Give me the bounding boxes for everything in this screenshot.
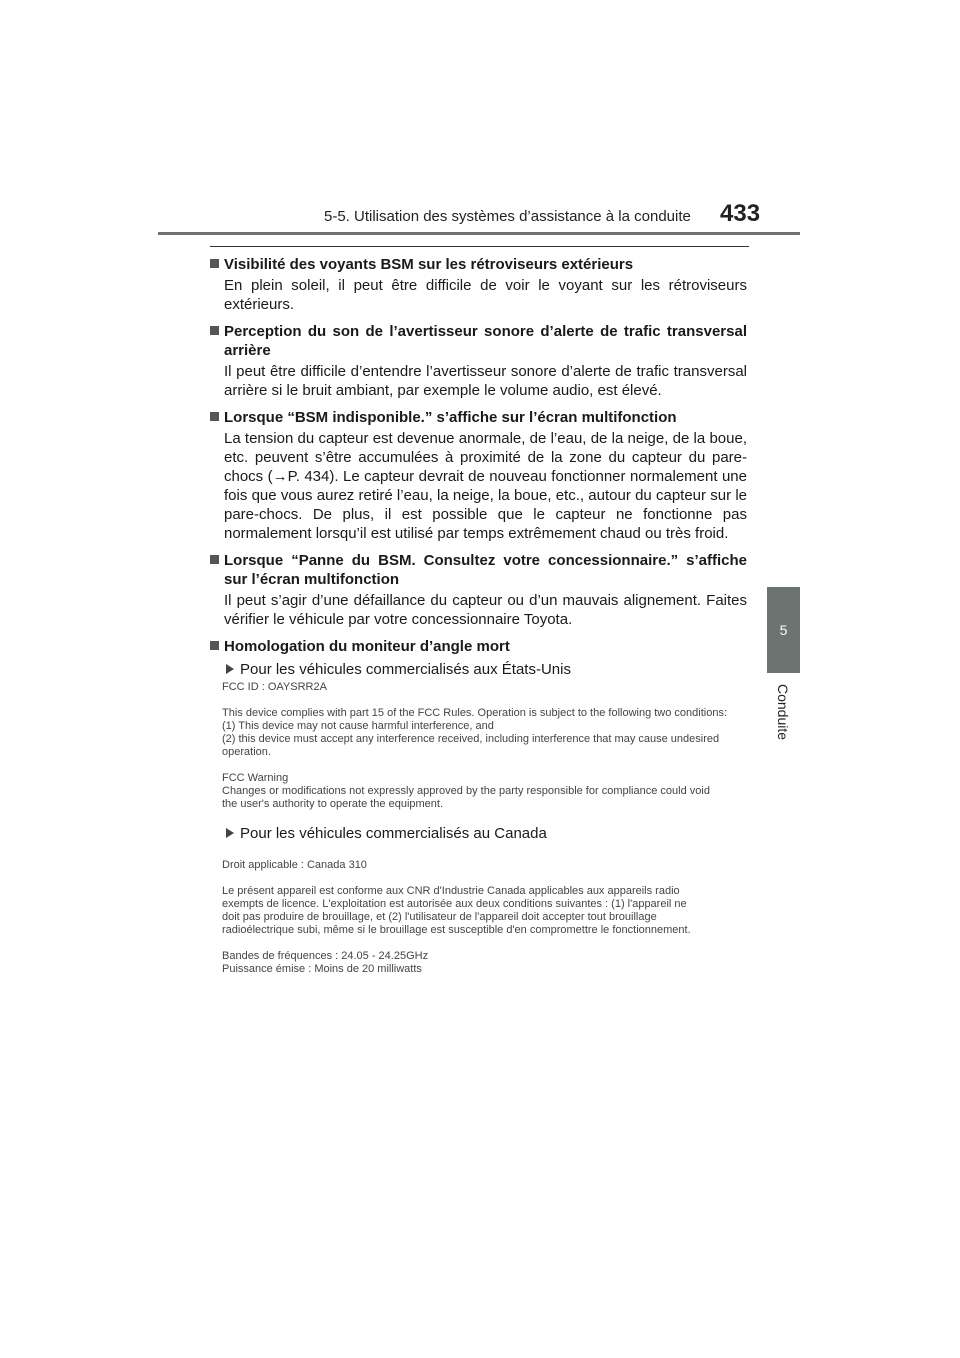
section	[210, 322, 747, 400]
page-number: 433	[720, 200, 761, 227]
section	[210, 637, 747, 679]
section	[210, 255, 747, 314]
notice-line: Bandes de fréquences : 24.05 - 24.25GHz	[222, 950, 429, 962]
section-heading: Homologation du moniteur d’angle mort	[210, 637, 747, 656]
square-bullet-icon	[210, 641, 219, 650]
square-bullet-icon	[210, 326, 219, 335]
chapter-tab	[767, 587, 800, 673]
square-bullet-icon	[210, 555, 219, 564]
content-top-rule	[210, 246, 749, 247]
square-bullet-icon	[210, 259, 219, 268]
canada-notice	[222, 859, 691, 976]
notice-line: (2) this device must accept any interference received, including interference that may cause undesired	[222, 733, 720, 745]
chapter-label: Conduite	[775, 683, 791, 741]
notice-line: Le présent appareil est conforme aux CNR d'Industrie Canada applicables aux appareils radio	[222, 885, 680, 897]
section-body: La tension du capteur est devenue anormale, de l’eau, de la neige, de la boue, etc. peuvent s’être accumulées à proximité de la zone du capteur du pare-chocs (→P. 434). Le capteur devrait de nouveau fonctionner normalement une fois que vous aurez retiré l’eau, la neige, la boue, etc., autour du capteur sur le pare-chocs. De plus, il est possible que le capteur ne fonctionne pas normalement lorsqu’il est utilisé par temps extrêmement chaud ou très froid.	[224, 430, 747, 542]
section-heading: Visibilité des voyants BSM sur les rétroviseurs extérieurs	[210, 255, 747, 274]
header-title: 5-5. Utilisation des systèmes d’assistance à la conduite	[324, 208, 691, 225]
notice-line: This device complies with part 15 of the FCC Rules. Operation is subject to the following two conditions:	[222, 707, 728, 719]
triangle-bullet-icon	[226, 664, 234, 674]
notice-line: (1) This device may not cause harmful interference, and	[222, 720, 494, 732]
notice-line: FCC ID : OAYSRR2A	[222, 681, 327, 693]
notice-line: the user's authority to operate the equipment.	[222, 798, 444, 810]
content	[210, 255, 747, 687]
section-body: Il peut être difficile d’entendre l’avertisseur sonore d’alerte de trafic transversal arrière si le bruit ambiant, par exemple le volume audio, est élevé.	[224, 363, 747, 399]
us-label: Pour les véhicules commercialisés aux États-Unis	[210, 660, 747, 679]
section-body: En plein soleil, il peut être difficile de voir le voyant sur les rétroviseurs extérieurs.	[224, 277, 747, 313]
notice-line: Puissance émise : Moins de 20 milliwatts	[222, 963, 422, 975]
header-rule	[158, 232, 800, 235]
notice-line: radioélectrique subi, même si le brouillage est susceptible d'en compromettre le fonctionnement.	[222, 924, 691, 936]
notice-line: FCC Warning	[222, 772, 289, 784]
triangle-bullet-icon	[226, 828, 234, 838]
canada-label: Pour les véhicules commercialisés au Canada	[210, 824, 547, 843]
fcc-notice	[222, 681, 727, 811]
section-heading: Lorsque “Panne du BSM. Consultez votre concessionnaire.” s’affiche sur l’écran multifonction	[210, 551, 747, 589]
chapter-number: 5	[779, 622, 788, 638]
notice-line: operation.	[222, 746, 271, 758]
notice-line: Changes or modifications not expressly approved by the party responsible for compliance could void	[222, 785, 710, 797]
section	[210, 408, 747, 543]
notice-line: exempts de licence. L'exploitation est autorisée aux deux conditions suivantes : (1) l'appareil ne	[222, 898, 687, 910]
square-bullet-icon	[210, 412, 219, 421]
section-heading: Lorsque “BSM indisponible.” s’affiche sur l’écran multifonction	[210, 408, 747, 427]
section	[210, 551, 747, 629]
notice-line: Droit applicable : Canada 310	[222, 859, 367, 871]
section-body: Il peut s’agir d’une défaillance du capteur ou d’un mauvais alignement. Faites vérifier le véhicule par votre concessionnaire Toyota.	[224, 592, 747, 628]
section-heading: Perception du son de l’avertisseur sonore d’alerte de trafic transversal arrière	[210, 322, 747, 360]
notice-line: doit pas produire de brouillage, et (2) l'utilisateur de l'appareil doit accepter tout brouillage	[222, 911, 657, 923]
